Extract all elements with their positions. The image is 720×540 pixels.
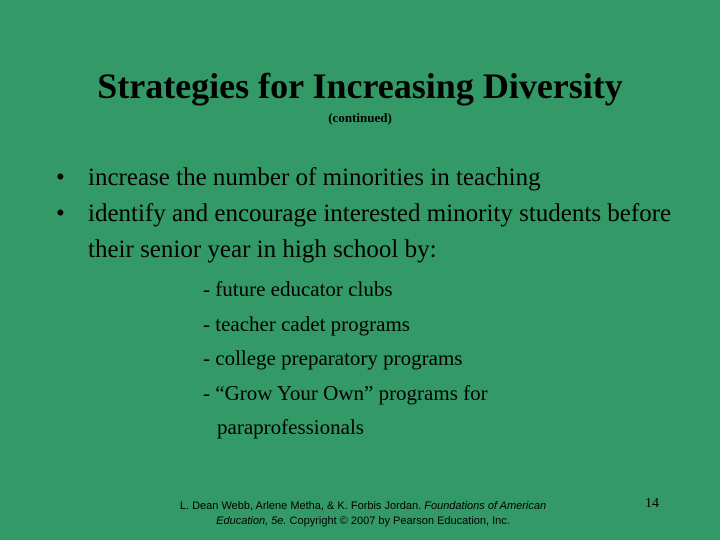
slide-title: Strategies for Increasing Diversity [97,66,623,106]
bullet-list [56,160,676,268]
citation-authors: L. Dean Webb, Arlene Metha, & K. Forbis Jordan. [179,500,422,512]
sub-item: - teacher cadet programs [203,311,410,336]
bullet-text: identify and encourage interested minority students before their senior year in high school by: [88,200,672,263]
bullet-item [56,160,676,196]
citation [168,499,558,529]
bullet-dot-icon: • [56,200,65,227]
page-number: 14 [645,496,659,511]
bullet-item [56,196,676,268]
bullet-dot-icon: • [56,164,65,191]
slide-subtitle: (continued) [328,110,392,125]
sub-item: - “Grow Your Own” programs for paraprofessionals [203,380,488,439]
bullet-text: increase the number of minorities in teaching [88,164,541,191]
sub-item: - future educator clubs [203,277,393,301]
sub-item: - college preparatory programs [203,346,463,370]
sub-item-list [203,272,623,445]
citation-copyright: Copyright © 2007 by Pearson Education, Inc. [289,515,510,527]
citation-book-title: Foundations of American Education, 5e. [216,500,547,527]
